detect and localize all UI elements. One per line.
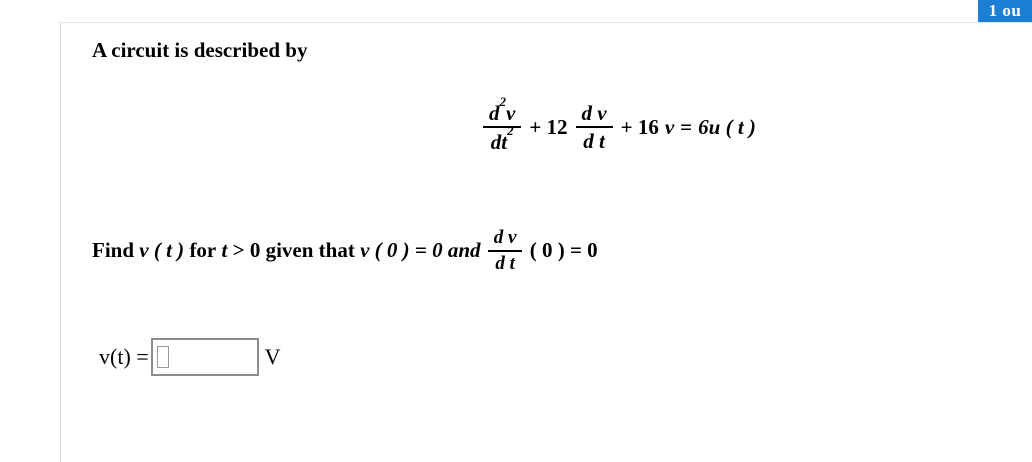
text-cursor-icon bbox=[157, 346, 169, 368]
plus-sixteen-term: + 16 bbox=[620, 114, 659, 139]
v-of-t: v ( t ) bbox=[139, 238, 185, 263]
find-instruction bbox=[92, 228, 598, 274]
second-derivative-numerator bbox=[483, 94, 521, 125]
t-variable: t bbox=[221, 238, 228, 263]
fraction-bar bbox=[576, 126, 613, 128]
second-derivative-fraction bbox=[483, 94, 521, 155]
question-prompt: A circuit is described by bbox=[92, 38, 308, 62]
derivative-numerator: d v bbox=[493, 227, 517, 248]
condition-t-greater-zero: > 0 given that bbox=[232, 238, 355, 263]
fraction-bar bbox=[488, 250, 523, 252]
answer-unit: V bbox=[264, 344, 281, 369]
v-variable: v bbox=[664, 114, 675, 139]
answer-input[interactable] bbox=[151, 338, 259, 376]
equals-sign: = bbox=[680, 114, 693, 139]
second-derivative-denominator bbox=[485, 123, 520, 155]
first-derivative-denominator: d t bbox=[583, 129, 605, 154]
d-symbol: d bbox=[490, 130, 502, 155]
exponent-2: 2 bbox=[499, 94, 506, 109]
initial-condition-v0: v ( 0 ) = 0 and bbox=[360, 238, 481, 263]
answer-label: v(t) = bbox=[99, 344, 149, 369]
differential-equation bbox=[481, 94, 756, 155]
v-symbol: v bbox=[506, 101, 516, 125]
initial-condition-dv0: ( 0 ) = 0 bbox=[529, 238, 598, 263]
right-hand-side: 6u ( t ) bbox=[698, 114, 756, 139]
exponent-2: 2 bbox=[507, 123, 514, 139]
find-lead: Find bbox=[92, 238, 135, 263]
first-derivative-fraction bbox=[576, 102, 613, 152]
top-right-tab[interactable]: 1 ou bbox=[978, 0, 1032, 22]
fraction-bar bbox=[483, 126, 521, 128]
for-word: for bbox=[189, 238, 217, 263]
t-symbol: t bbox=[501, 130, 508, 155]
question-content bbox=[61, 23, 1032, 462]
derivative-denominator: d t bbox=[495, 252, 515, 274]
answer-row bbox=[99, 338, 281, 376]
first-derivative-numerator: d v bbox=[581, 101, 607, 125]
question-page bbox=[60, 22, 1032, 462]
derivative-fraction bbox=[488, 228, 523, 274]
d-symbol: d bbox=[489, 101, 500, 125]
plus-twelve-term: + 12 bbox=[529, 114, 568, 139]
